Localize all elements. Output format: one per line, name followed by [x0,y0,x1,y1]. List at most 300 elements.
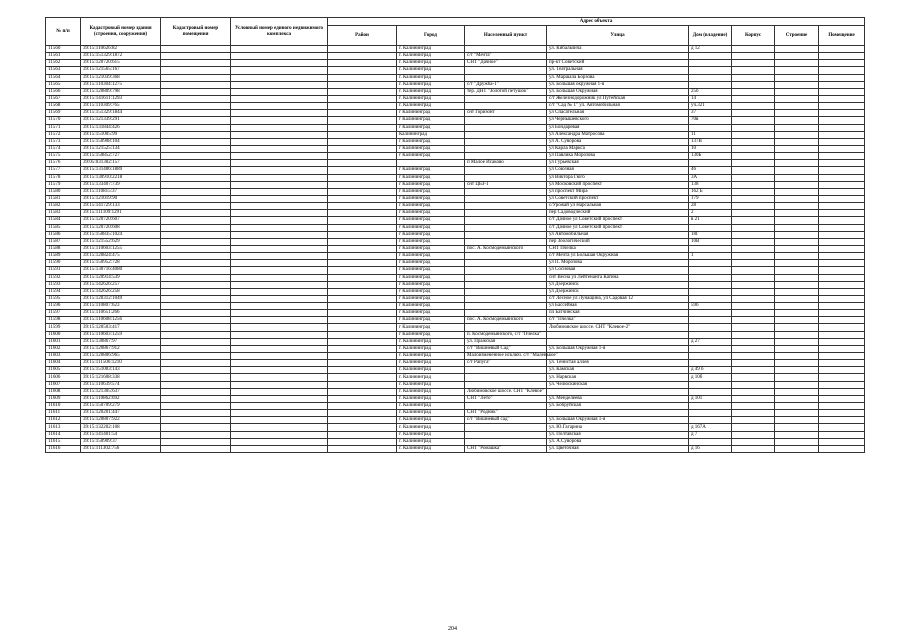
table-row [46,181,865,188]
table-row [46,245,865,252]
cell-house [689,331,732,338]
cell-cad-room [161,338,231,345]
cell-cond-num [231,381,328,388]
cell-city: г Калининград [397,238,465,245]
table-row [46,324,865,331]
cell-district [328,324,397,331]
cell-locality [465,324,547,331]
cell-street: ул Гурьевская [547,160,689,167]
cell-building [775,124,819,131]
cell-room [819,274,865,281]
cell-locality [465,117,547,124]
cell-corpus [732,374,775,381]
cell-locality [465,267,547,274]
cell-house [689,360,732,367]
cell-cad-room [161,395,231,402]
table-row [46,353,865,360]
cell-cond-num [231,110,328,117]
cell-house: в 21 [689,217,732,224]
cell-cad-building: 39:15:131406:1889 [81,167,161,174]
cell-city: г Калининград [397,245,465,252]
cell-house: д 101 [689,395,732,402]
cell-num: 11592 [46,274,81,281]
cell-cad-building: 39:15:121608:338 [81,374,161,381]
cell-num: 11570 [46,117,81,124]
cell-cond-num [231,203,328,210]
cell-building [775,103,819,110]
cell-room [819,324,865,331]
cell-district [328,367,397,374]
cell-street [547,410,689,417]
cell-building [775,303,819,310]
cell-locality [465,145,547,152]
cell-room [819,410,865,417]
cell-cad-room [161,438,231,445]
cell-room [819,88,865,95]
cell-cad-room [161,153,231,160]
cell-house: 179 [689,195,732,202]
cell-locality: СНТ "Лето" [465,395,547,402]
cell-num: 11576 [46,160,81,167]
cell-building [775,360,819,367]
cell-num: 11577 [46,167,81,174]
cell-street: с/т Дачное ул Советский проспект [547,224,689,231]
cell-district [328,53,397,60]
cell-street: снт Весна ул Лейтенанта Катина [547,274,689,281]
cell-city: г Калининград [397,167,465,174]
cell-cond-num [231,124,328,131]
cell-corpus [732,224,775,231]
cell-city: г Калининград [397,188,465,195]
cell-cond-num [231,231,328,238]
cell-room [819,238,865,245]
cell-cad-room [161,103,231,110]
cell-cond-num [231,67,328,74]
table-row [46,203,865,210]
cell-cond-num [231,403,328,410]
cell-cad-building: 39:15:130910:2218 [81,174,161,181]
cell-district [328,103,397,110]
cell-cad-building: 39:15:132202:108 [81,424,161,431]
cell-cond-num [231,181,328,188]
cell-room [819,445,865,452]
cell-cond-num [231,260,328,267]
cell-street: ул. Бобруйская [547,403,689,410]
cell-num: 11573 [46,138,81,145]
cell-room [819,438,865,445]
cell-room [819,338,865,345]
cell-cad-building: 39:15:121019:90 [81,195,161,202]
table-row [46,367,865,374]
cell-house [689,245,732,252]
cell-building [775,295,819,302]
cell-building [775,67,819,74]
cell-room [819,131,865,138]
cell-cad-building: 39:15:150852:727 [81,153,161,160]
cell-cad-building: 39:15:120867:912 [81,345,161,352]
cell-corpus [732,445,775,452]
table-row [46,195,865,202]
cell-house [689,274,732,281]
cell-city: г Калининград [397,231,465,238]
cell-num: 11562 [46,60,81,67]
header-district: Район [328,26,397,46]
cell-city: г Калининград [397,224,465,231]
cell-street [547,353,689,360]
cell-num: 11613 [46,424,81,431]
cell-cond-num [231,360,328,367]
table-row [46,131,865,138]
table-row [46,124,865,131]
cell-cond-num [231,210,328,217]
cell-house: 10 [689,145,732,152]
cell-building [775,245,819,252]
cell-house: 138 [689,181,732,188]
cell-building [775,381,819,388]
cell-cad-building: 39:15:151003:143 [81,367,161,374]
cell-city: г Калининград [397,317,465,324]
cell-cad-room [161,403,231,410]
cell-building [775,181,819,188]
cell-cad-room [161,74,231,81]
cell-cad-building: 39:15:120720:615 [81,60,161,67]
table-row [46,445,865,452]
cell-city: г. Калининград [397,381,465,388]
cell-building [775,95,819,102]
cell-city: г. Калининград [397,395,465,402]
table-row [46,210,865,217]
cell-cond-num [231,174,328,181]
cell-locality: СНТ "Дачное" [465,60,547,67]
cell-cad-building: 39:15:110815:37 [81,188,161,195]
cell-corpus [732,338,775,345]
cell-cond-num [231,431,328,438]
cell-street: пер Зоологический [547,238,689,245]
cell-building [775,145,819,152]
cell-locality [465,303,547,310]
cell-room [819,303,865,310]
cell-building [775,81,819,88]
cell-room [819,110,865,117]
cell-corpus [732,117,775,124]
cell-locality [465,124,547,131]
cell-num: 11590 [46,260,81,267]
cell-cad-room [161,353,231,360]
cell-building [775,431,819,438]
header-cond-num: Условный номер единого недвижимого комплекса [231,18,328,46]
cell-cond-num [231,445,328,452]
cell-street: с/т Мечта ул Большая Окружная [547,253,689,260]
cell-street: ул Карла Маркса [547,145,689,152]
cell-num: 11588 [46,245,81,252]
cell-cad-building: 39:15:131844:426 [81,124,161,131]
table-row [46,317,865,324]
cell-house: 59б [689,303,732,310]
cell-cond-num [231,338,328,345]
cell-cad-building: 39:15:142626:258 [81,288,161,295]
cell-street: ул. Нарвская [547,374,689,381]
table-row [46,46,865,53]
registry-sheet [45,17,864,453]
cell-corpus [732,331,775,338]
cell-district [328,67,397,74]
cell-street: пл Батчинская [547,310,689,317]
cell-district [328,395,397,402]
cell-building [775,403,819,410]
cell-house: 46 [689,167,732,174]
cell-city: г Калининград [397,281,465,288]
table-row [46,188,865,195]
cell-locality: с/т "Мечта" [465,53,547,60]
cell-district [328,360,397,367]
cell-cond-num [231,46,328,53]
cell-district [328,260,397,267]
cell-house: 18Г [689,231,732,238]
cell-cad-building: 39:15:121305:637 [81,388,161,395]
cell-district [328,174,397,181]
cell-city [397,160,465,167]
cell-locality [465,46,547,53]
cell-locality [465,167,547,174]
cell-num: 11609 [46,395,81,402]
cell-corpus [732,131,775,138]
cell-building [775,138,819,145]
cell-district [328,124,397,131]
table-row [46,388,865,395]
cell-street: ул. Театральная [547,67,689,74]
cell-num: 11614 [46,431,81,438]
cell-street: ул проспект Мира [547,188,689,195]
cell-street: ул А. Суворова [547,138,689,145]
cell-street: пер Садоводческий [547,210,689,217]
cell-room [819,381,865,388]
cell-house: 130Б [689,153,732,160]
header-room: Помещение [819,26,865,46]
cell-locality [465,310,547,317]
cell-building [775,438,819,445]
cell-corpus [732,60,775,67]
cell-building [775,395,819,402]
cell-cad-room [161,281,231,288]
cell-locality: с/т "Вишневый Сад" [465,345,547,352]
cell-building [775,338,819,345]
cell-corpus [732,67,775,74]
cell-building [775,238,819,245]
cell-corpus [732,181,775,188]
cell-building [775,231,819,238]
cell-num: 11586 [46,231,81,238]
cell-city: г Калининград [397,217,465,224]
table-row [46,253,865,260]
cell-building [775,410,819,417]
cell-locality [465,367,547,374]
cell-house: д 12 [689,46,732,53]
cell-cad-room [161,374,231,381]
cell-city: г. Калининград [397,410,465,417]
cell-cond-num [231,417,328,424]
cell-cad-room [161,360,231,367]
cell-corpus [732,303,775,310]
cell-locality [465,260,547,267]
cell-num: 11601 [46,338,81,345]
cell-street: с/т Железнодорожник ул Путейская [547,95,689,102]
cell-cad-building: 39:15:120806:965 [81,353,161,360]
cell-cond-num [231,395,328,402]
cell-city: г Калининград [397,267,465,274]
cell-room [819,367,865,374]
cell-room [819,288,865,295]
cell-cond-num [231,245,328,252]
cell-corpus [732,110,775,117]
cell-num: 11585 [46,224,81,231]
cell-cad-room [161,231,231,238]
table-row [46,238,865,245]
cell-corpus [732,88,775,95]
cell-locality [465,224,547,231]
cell-district [328,345,397,352]
cell-cad-building: 39:15:121039:368 [81,74,161,81]
cell-num: 11564 [46,74,81,81]
cell-district [328,117,397,124]
cell-num: 11581 [46,195,81,202]
cell-room [819,60,865,67]
cell-city: г. Калининград [397,74,465,81]
cell-cond-num [231,117,328,124]
cell-room [819,153,865,160]
cell-cad-room [161,388,231,395]
cell-locality: тер. ДНТ "Золотой петушок" [465,88,547,95]
cell-room [819,181,865,188]
cell-district [328,131,397,138]
cell-house [689,267,732,274]
cell-cad-room [161,310,231,317]
cell-cad-room [161,46,231,53]
cell-cad-room [161,288,231,295]
cell-district [328,303,397,310]
table-row [46,260,865,267]
cell-room [819,431,865,438]
cell-num: 11566 [46,88,81,95]
cell-room [819,353,865,360]
cell-num: 11579 [46,181,81,188]
cell-num: 11596 [46,303,81,310]
cell-street: ул. Кибальчича [547,46,689,53]
cell-street: ул Союзная [547,167,689,174]
cell-num: 11572 [46,131,81,138]
cell-house: д 16 [689,445,732,452]
cell-district [328,88,397,95]
cell-num: 11595 [46,295,81,302]
header-cad-room: Кадастровый номер помещения [161,18,231,46]
cell-city: г. Калининград [397,81,465,88]
cell-corpus [732,245,775,252]
header-corpus: Корпус [732,26,775,46]
cell-locality [465,195,547,202]
cell-district [328,195,397,202]
cell-room [819,203,865,210]
table-row [46,431,865,438]
cell-corpus [732,167,775,174]
table-row [46,374,865,381]
cell-corpus [732,403,775,410]
cell-building [775,324,819,331]
cell-cad-room [161,303,231,310]
cell-building [775,210,819,217]
cell-cad-building: 39:15:110862:692 [81,395,161,402]
cell-street: ул Дзержинск [547,288,689,295]
cell-room [819,195,865,202]
table-body [46,46,865,453]
cell-num: 11583 [46,210,81,217]
cell-district [328,238,397,245]
cell-cond-num [231,238,328,245]
cell-cond-num [231,224,328,231]
cell-locality [465,431,547,438]
cell-building [775,117,819,124]
table-row [46,145,865,152]
cell-cad-room [161,88,231,95]
cell-locality [465,231,547,238]
cell-street: ул. Большая окружная 1-я [547,81,689,88]
cell-cad-room [161,417,231,424]
cell-corpus [732,274,775,281]
cell-district [328,388,397,395]
cell-cad-building: 39:15:110304:1275 [81,81,161,88]
cell-cond-num [231,317,328,324]
cell-num: 11593 [46,281,81,288]
cell-cond-num [231,145,328,152]
cell-corpus [732,145,775,152]
cell-building [775,424,819,431]
cell-district [328,417,397,424]
cell-house [689,438,732,445]
table-row [46,110,865,117]
cell-cad-room [161,217,231,224]
cell-room [819,388,865,395]
cell-num: 11603 [46,353,81,360]
cell-street: с/т "Пчелка" [547,317,689,324]
cell-locality: с/т "Дружба-1" [465,81,547,88]
cell-street: ул. Челюскинская [547,381,689,388]
cell-city: г. Калининград [397,46,465,53]
cell-city: г Калининград [397,274,465,281]
cell-corpus [732,74,775,81]
cell-cad-room [161,203,231,210]
cell-house: 10В [689,238,732,245]
cell-num: 11571 [46,124,81,131]
cell-district [328,81,397,88]
cell-cond-num [231,374,328,381]
cell-room [819,331,865,338]
cell-district [328,353,397,360]
cell-room [819,345,865,352]
cell-city: г. Калининград [397,53,465,60]
cell-locality [465,174,547,181]
header-building: Строение [775,26,819,46]
cell-cond-num [231,188,328,195]
cell-room [819,317,865,324]
cell-street: ул Дзержинск [547,281,689,288]
cell-street: пр-кт Советский [547,60,689,67]
cell-locality: снт ЦБЗ-1 [465,181,547,188]
cell-city: г Калининград [397,303,465,310]
cell-street: с/т Лесное ул Лунащина, ул Садовая 12 [547,295,689,302]
cell-cond-num [231,267,328,274]
header-num: № п/п [46,18,81,46]
cell-locality [465,281,547,288]
cell-cad-building: 39:15:120824:475 [81,253,161,260]
cell-cad-room [161,238,231,245]
